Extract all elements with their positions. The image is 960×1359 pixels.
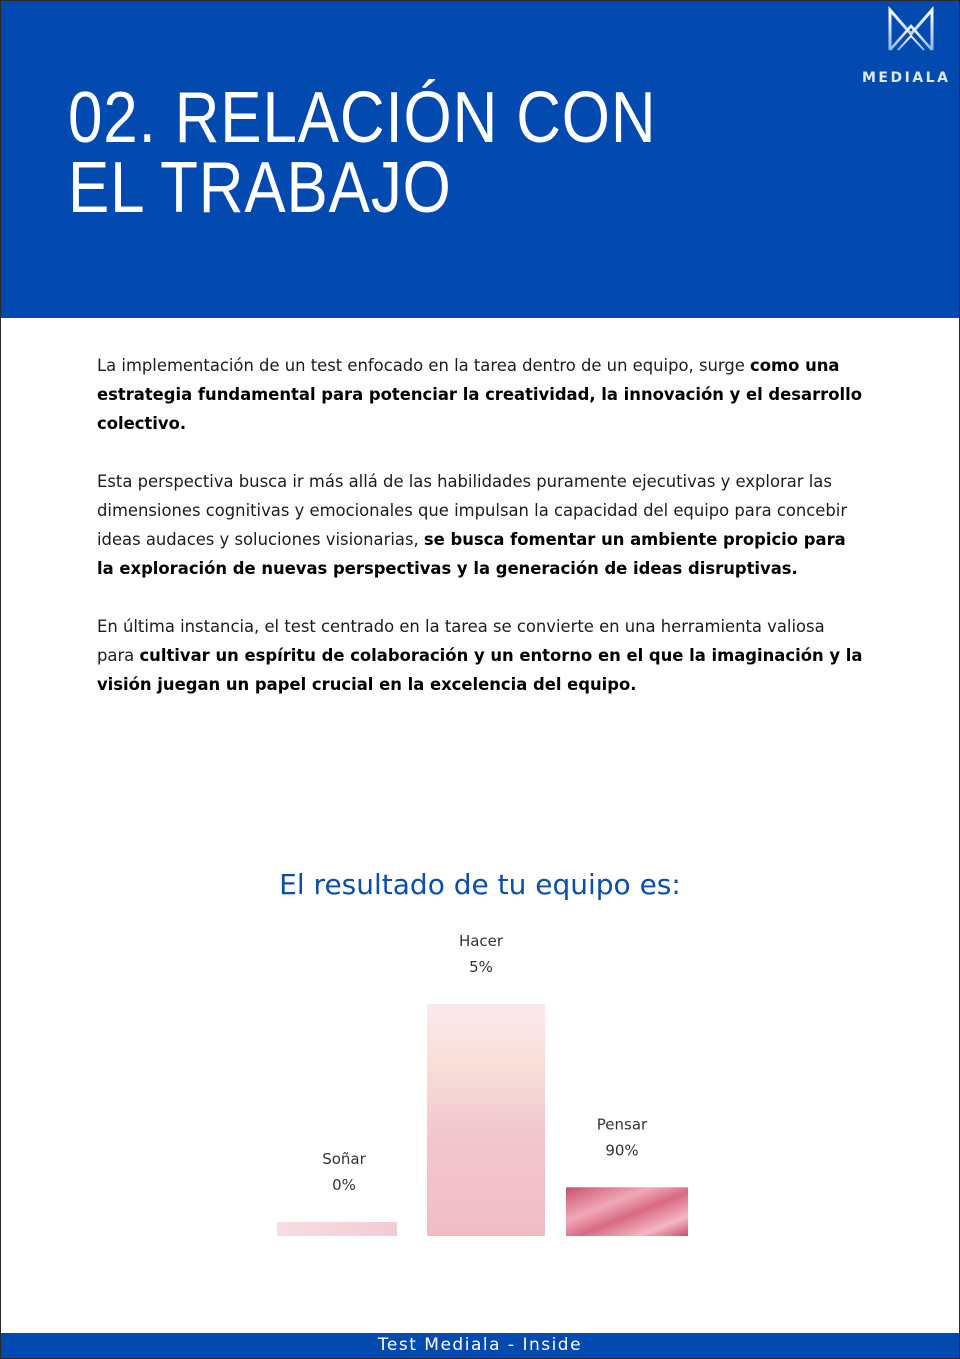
p3-run-1: cultivar un espíritu de colaboración y un entorno en el que la imaginación y la visión juegan un papel crucial en la excelencia del equipo. <box>97 646 863 694</box>
logo-text: MEDIALA <box>862 70 951 86</box>
p2-run-1: se busca fomentar un ambiente propicio para la exploración de nuevas perspectivas y la generación de ideas disruptivas. <box>97 530 846 578</box>
bar-category-label: Pensar <box>596 1115 648 1134</box>
footer-bar <box>1 1333 959 1358</box>
bar-pensar <box>566 1187 688 1236</box>
page-title-line-2: EL TRABAJO <box>68 148 452 228</box>
bar-soar <box>277 1222 397 1236</box>
p3-run-0: En última instancia, el test centrado en la tarea se convierte en una herramienta valiosa para <box>97 617 825 665</box>
bar-value-label: 5% <box>469 958 493 976</box>
chart-title: El resultado de tu equipo es: <box>279 868 681 901</box>
p1-run-1: como una estrategia fundamental para potenciar la creatividad, la innovación y el desarrollo colectivo. <box>97 356 863 433</box>
page-title-line-1: 02. RELACIÓN CON <box>68 78 657 158</box>
bar-category-label: Soñar <box>322 1150 366 1169</box>
bar-category-label: Hacer <box>458 932 504 950</box>
bar-value-label: 90% <box>605 1141 639 1160</box>
bar-value-label: 0% <box>332 1176 356 1195</box>
footer-text: Test Mediala - Inside <box>377 1335 583 1355</box>
p1-run-0: La implementación de un test enfocado en la tarea dentro de un equipo, surge <box>97 356 751 375</box>
p2-run-0: Esta perspectiva busca ir más allá de las habilidades puramente ejecutivas y explorar las dimensiones cognitivas y emocionales que impulsan la capacidad del equipo para concebir ideas audaces y soluciones visionarias, <box>97 472 848 549</box>
bar-hacer <box>427 1004 545 1236</box>
